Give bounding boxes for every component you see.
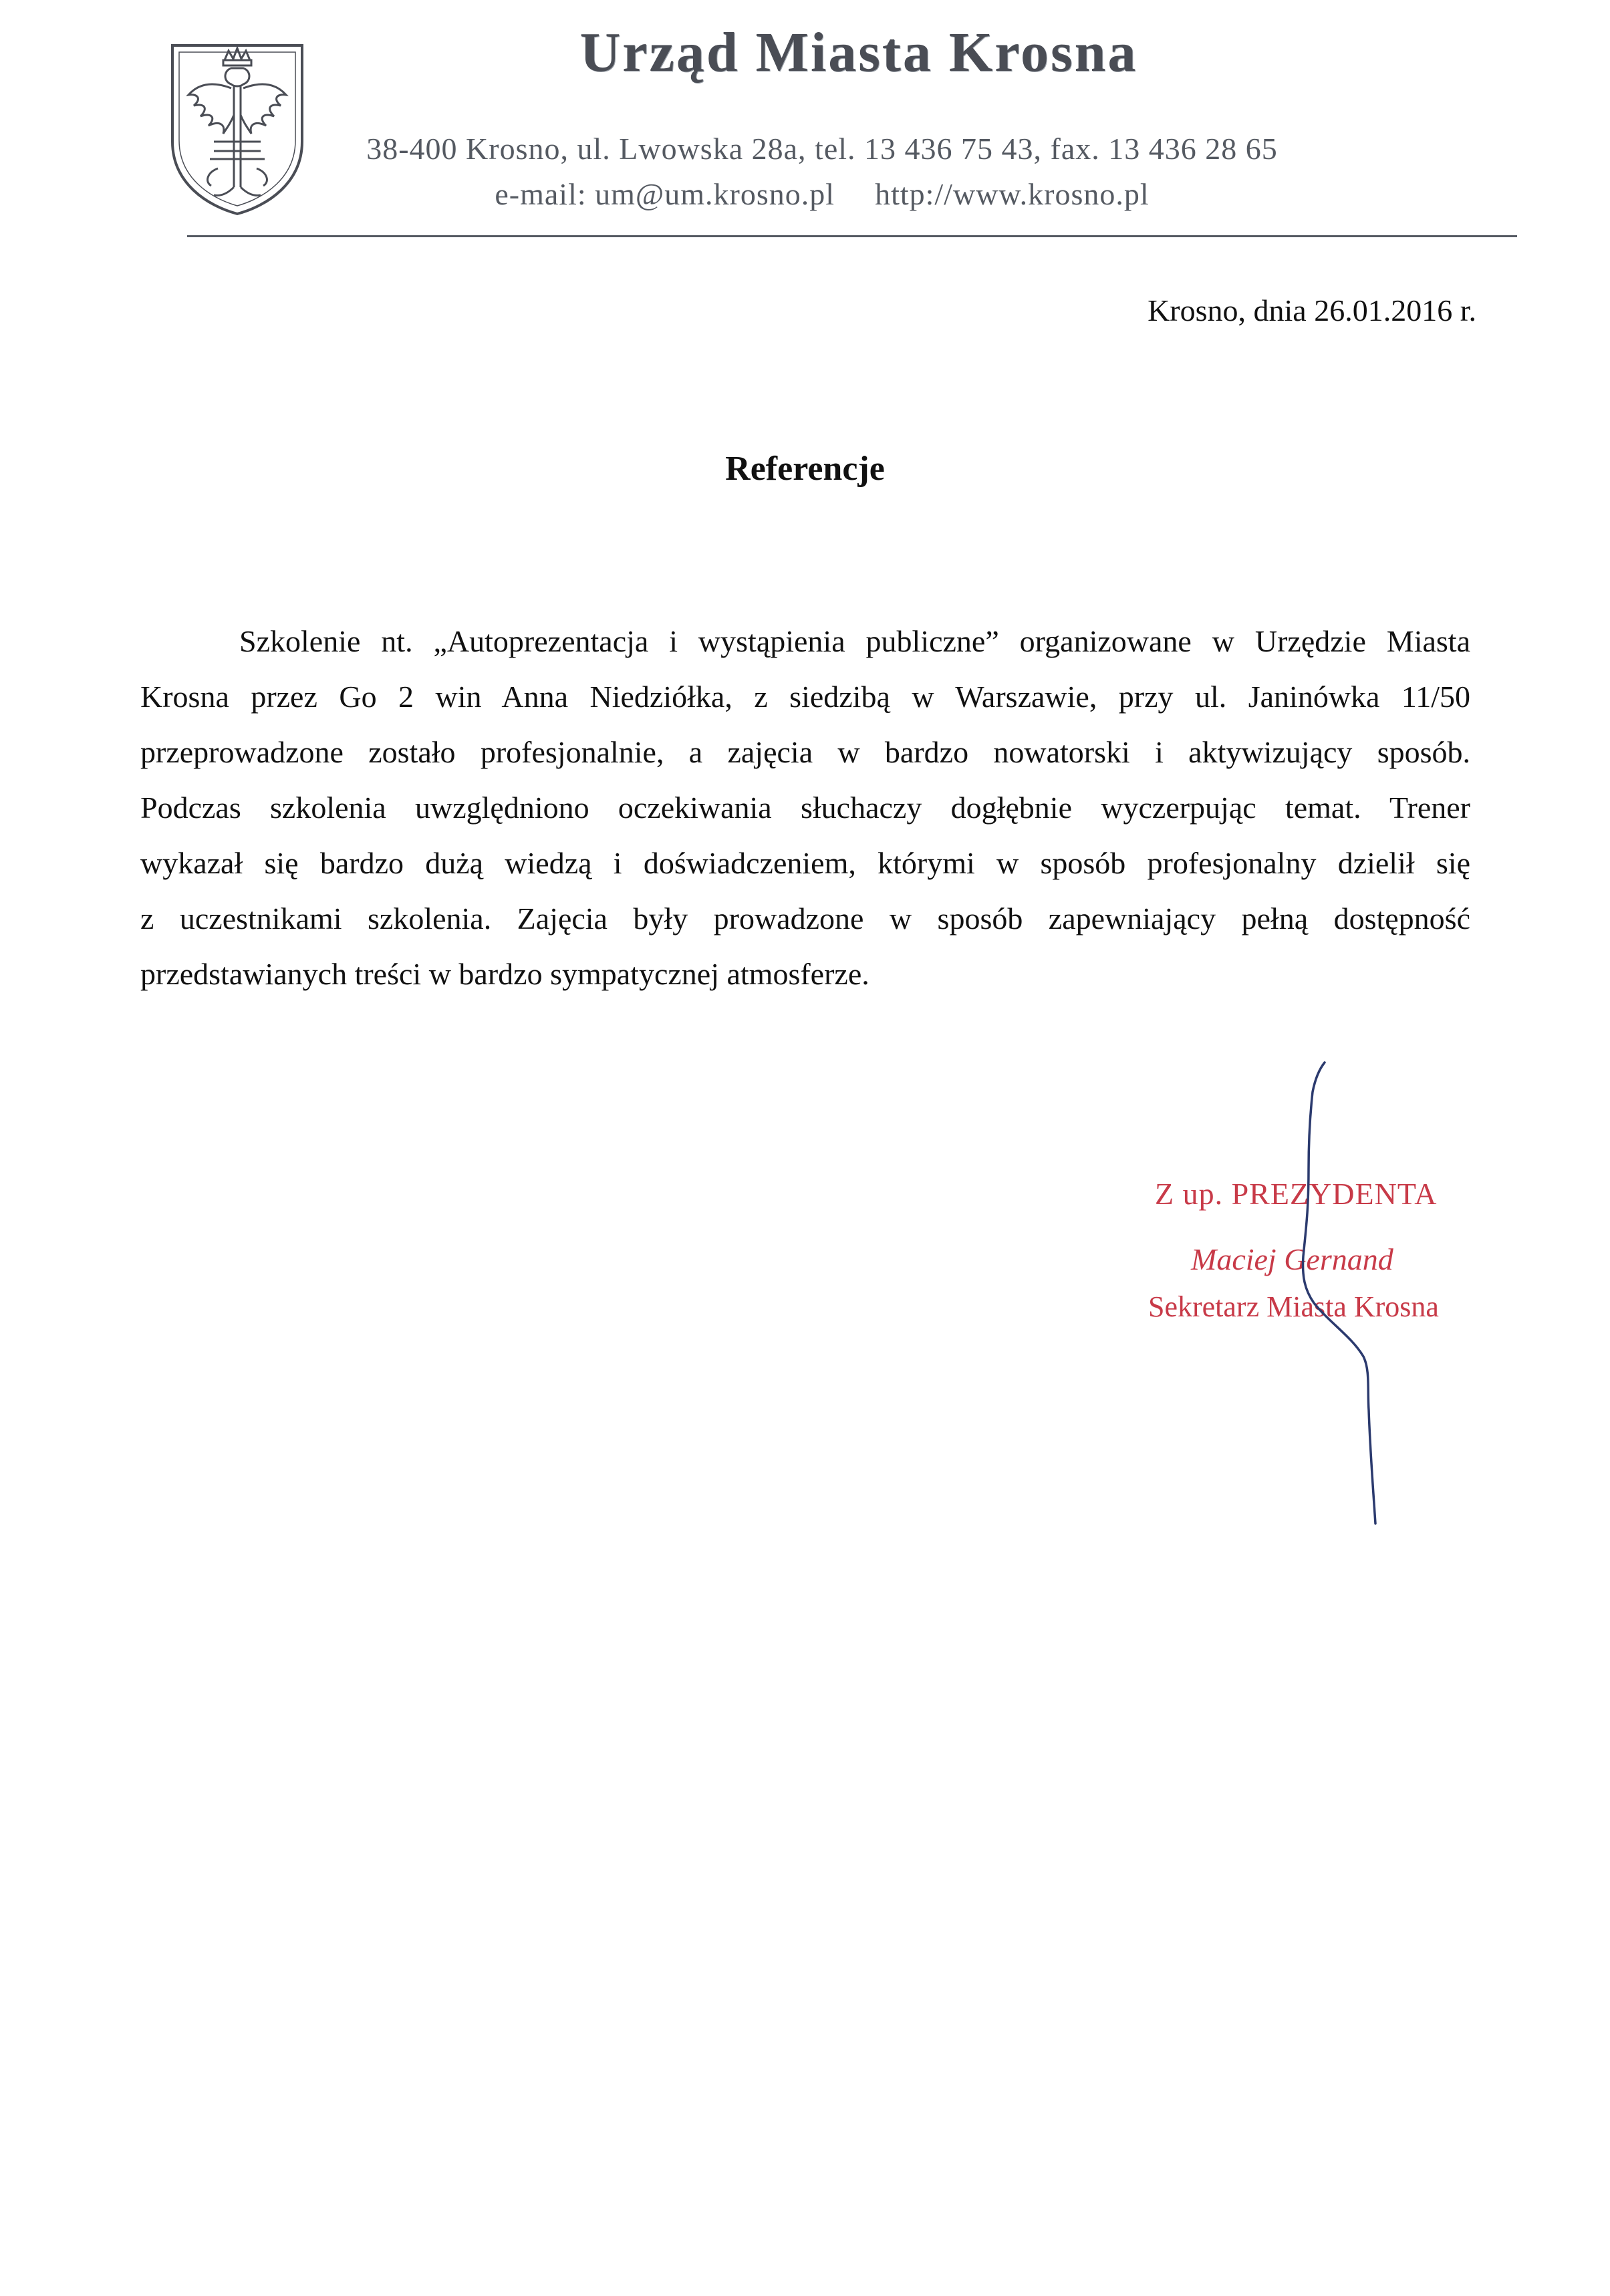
signatory-name: Maciej Gernand: [1191, 1242, 1393, 1276]
office-contact: [287, 176, 1357, 212]
signatory-role: Sekretarz Miasta Krosna: [1148, 1290, 1439, 1323]
body-line: z uczestnikami szkolenia. Zajęcia były prowadzone w sposób zapewniający pełną dostępność: [140, 901, 1470, 936]
letter-date: Krosno, dnia 26.01.2016 r.: [1148, 293, 1476, 327]
body-line: przeprowadzone zostało profesjonalnie, a zajęcia w bardzo nowatorski i aktywizujący sposób.: [140, 735, 1470, 769]
body-line: Szkolenie nt. „Autoprezentacja i wystąpienia publiczne” organizowane w Urzędzie Miasta: [239, 624, 1470, 658]
body-line: przedstawianych treści w bardzo sympatycznej atmosferze.: [140, 957, 869, 991]
letter-body: [140, 613, 1470, 1002]
letter-heading: Referencje: [725, 450, 885, 488]
body-line: Podczas szkolenia uwzględniono oczekiwania słuchaczy dogłębnie wyczerpując temat. Trener: [140, 791, 1470, 825]
signature-authorization: Z up. PREZYDENTA: [1155, 1177, 1438, 1211]
letterhead-divider: [187, 235, 1517, 237]
coat-of-arms-icon: [167, 41, 307, 217]
office-website: http://www.krosno.pl: [875, 177, 1150, 211]
office-name: Urząd Miasta Krosna: [579, 21, 1138, 84]
body-line: wykazał się bardzo dużą wiedzą i doświadczeniem, którymi w sposób profesjonalny dzielił się: [140, 846, 1470, 880]
handwritten-signature-icon: [1250, 1056, 1424, 1537]
body-line: Krosna przez Go 2 win Anna Niedziółka, z siedzibą w Warszawie, przy ul. Janinówka 11/50: [140, 680, 1470, 714]
office-email: e-mail: um@um.krosno.pl: [495, 177, 835, 211]
office-address: 38-400 Krosno, ul. Lwowska 28a, tel. 13 436 75 43, fax. 13 436 28 65: [366, 132, 1278, 166]
